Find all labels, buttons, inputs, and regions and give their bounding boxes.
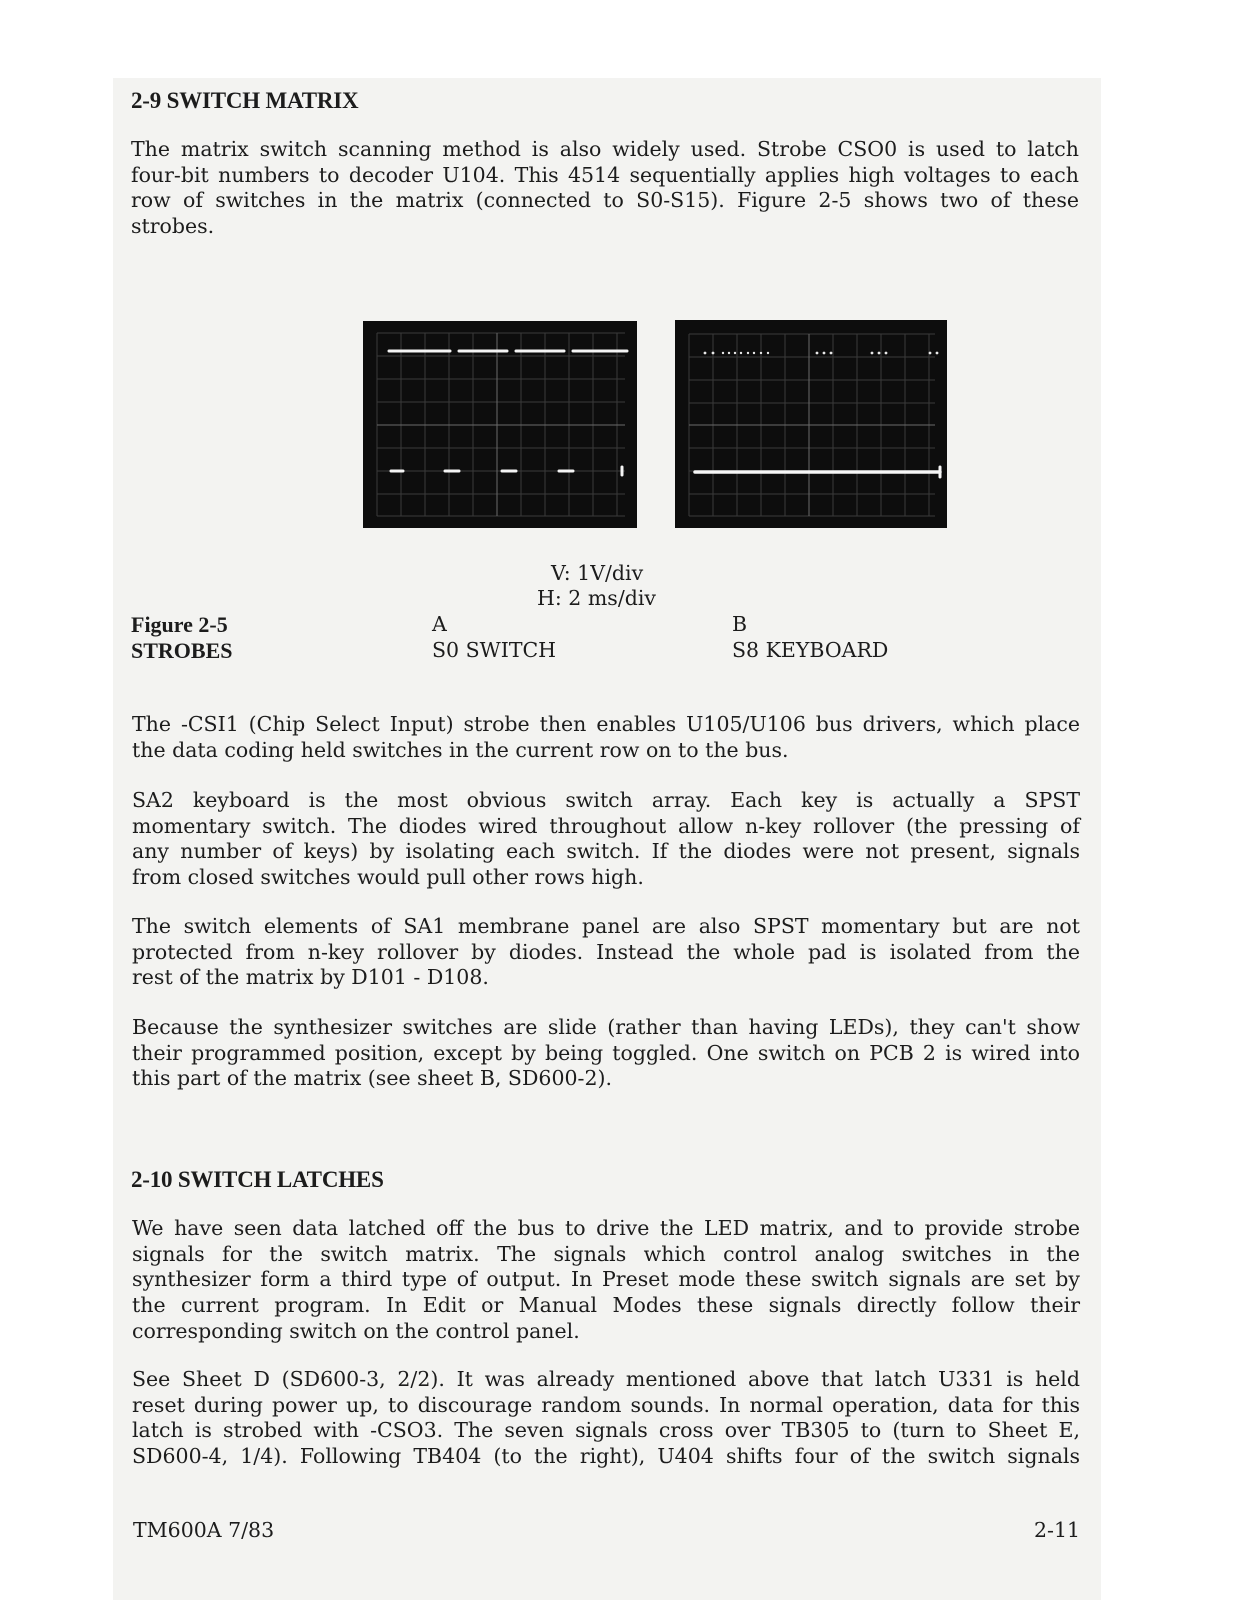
text-line: synthesizer form a third type of output. In Preset mode these switch signals are set by: [132, 1267, 1080, 1292]
paragraph-chip-select: [132, 712, 1080, 763]
vertical-scale-label: V: 1V/div: [551, 561, 644, 585]
text-line: this part of the matrix (see sheet B, SD600-2).: [132, 1066, 613, 1091]
text-line: protected from n-key rollover by diodes. Instead the whole pad is isolated from the: [132, 939, 1080, 964]
horizontal-scale-label: H: 2 ms/div: [537, 586, 656, 610]
paragraph-keyboard: [132, 788, 1080, 891]
text-line: SD600-4, 1/4). Following TB404 (to the right), U404 shifts four of the switch signals: [132, 1444, 1080, 1469]
scope-trace-a: [363, 321, 637, 528]
text-line: The -CSI1 (Chip Select Input) strobe then enables U105/U106 bus drivers, which place: [132, 712, 1080, 736]
text-line: We have seen data latched off the bus to drive the LED matrix, and to provide strobe: [132, 1216, 1080, 1240]
text-line: strobes.: [131, 214, 215, 239]
paragraph-sheet-d: [132, 1367, 1080, 1470]
text-line: row of switches in the matrix (connected to S0-S15). Figure 2-5 shows two of these: [131, 188, 1079, 213]
text-line: The matrix switch scanning method is also widely used. Strobe CSO0 is used to latch: [131, 137, 1079, 161]
text-line: SA2 keyboard is the most obvious switch array. Each key is actually a SPST: [132, 788, 1080, 812]
footer-document-id: TM600A 7/83: [133, 1518, 275, 1542]
section-heading-switch-matrix: 2-9 SWITCH MATRIX: [131, 88, 359, 113]
text-line: latch is strobed with -CSO3. The seven signals cross over TB305 to (turn to Sheet E,: [132, 1418, 1080, 1443]
text-line: their programmed position, except by being toggled. One switch on PCB 2 is wired into: [132, 1040, 1080, 1065]
text-line: momentary switch. The diodes wired throughout allow n-key rollover (the pressing of: [132, 813, 1080, 838]
panel-b-letter: B: [732, 612, 748, 636]
panel-a-letter: A: [432, 612, 447, 636]
text-line: signals for the switch matrix. The signals which control analog switches in the: [132, 1241, 1080, 1266]
paragraph-matrix-scanning: [131, 137, 1079, 240]
text-line: reset during power up, to discourage random sounds. In normal operation, data for this: [132, 1392, 1080, 1417]
panel-b-label: S8 KEYBOARD: [732, 638, 889, 662]
text-line: any number of keys) by isolating each switch. If the diodes were not present, signals: [132, 839, 1080, 864]
figure-title: STROBES: [131, 638, 233, 663]
text-line: the data coding held switches in the current row on to the bus.: [132, 737, 789, 762]
text-line: the current program. In Edit or Manual Modes these signals directly follow their: [132, 1293, 1080, 1318]
paragraph-membrane-panel: [132, 914, 1080, 991]
panel-a-label: S0 SWITCH: [432, 638, 557, 662]
text-line: corresponding switch on the control panel.: [132, 1318, 580, 1343]
scope-trace-b: [675, 320, 947, 528]
section-heading-switch-latches: 2-10 SWITCH LATCHES: [131, 1167, 384, 1192]
text-line: See Sheet D (SD600-3, 2/2). It was already mentioned above that latch U331 is held: [132, 1367, 1080, 1391]
text-line: The switch elements of SA1 membrane panel are also SPST momentary but are not: [132, 914, 1080, 938]
oscilloscope-photo-a: [363, 321, 637, 528]
oscilloscope-photo-b: [675, 320, 947, 528]
paragraph-slide-switches: [132, 1015, 1080, 1092]
figure-number: Figure 2-5: [131, 612, 228, 637]
text-line: rest of the matrix by D101 - D108.: [132, 965, 489, 990]
text-line: from closed switches would pull other rows high.: [132, 865, 644, 890]
text-line: four-bit numbers to decoder U104. This 4514 sequentially applies high voltages to each: [131, 162, 1079, 187]
footer-page-number: 2-11: [1034, 1518, 1081, 1542]
text-line: Because the synthesizer switches are slide (rather than having LEDs), they can't show: [132, 1015, 1080, 1039]
paragraph-data-latched: [132, 1216, 1080, 1345]
